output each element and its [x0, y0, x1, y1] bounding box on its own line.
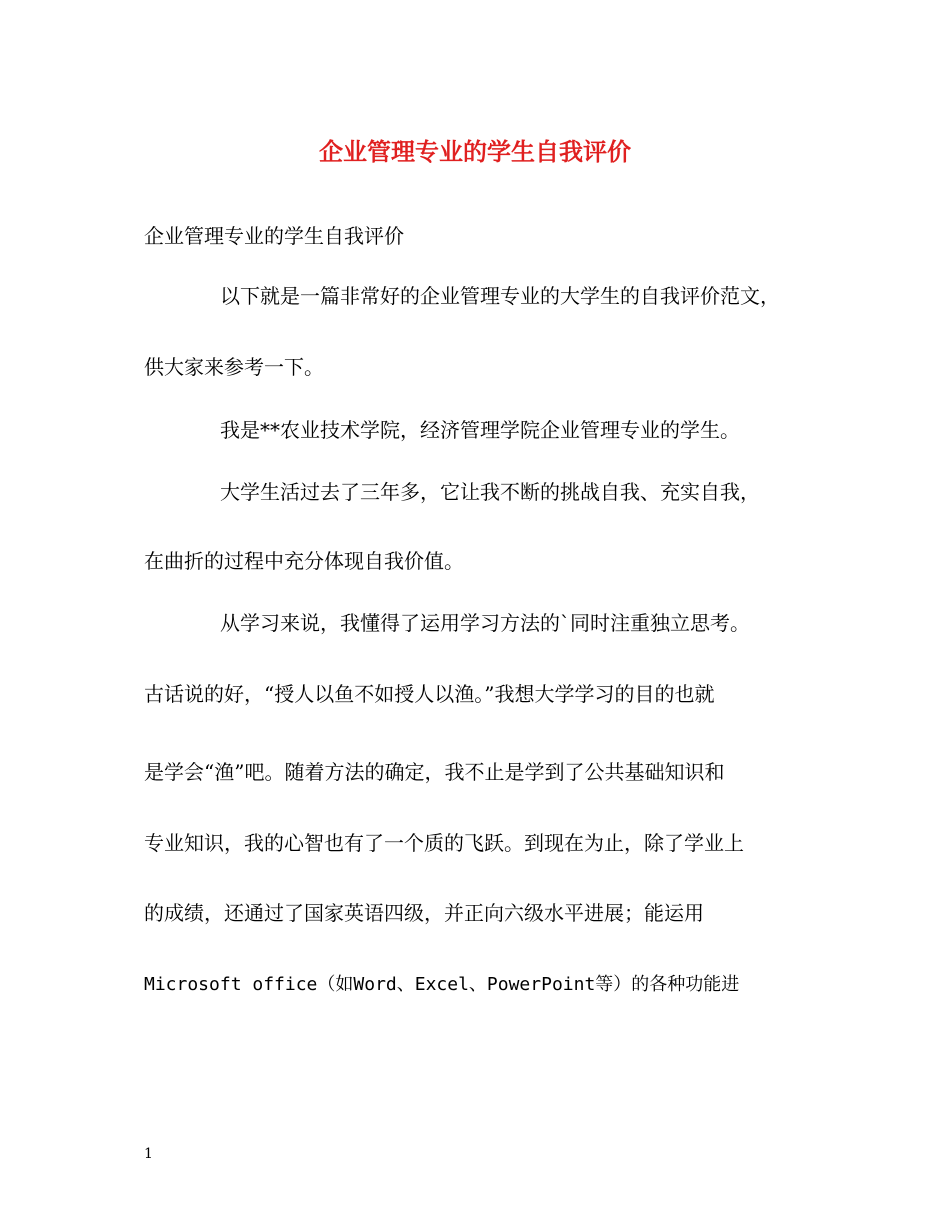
paragraph-line-1: 以下就是一篇非常好的企业管理专业的大学生的自我评价范文，	[220, 284, 780, 308]
paragraph-line-7: 古话说的好，“授人以鱼不如授人以渔。”我想大学学习的目的也就	[144, 682, 715, 706]
paragraph-line-5: 在曲折的过程中充分体现自我价值。	[144, 549, 464, 573]
paragraph-line-11: Microsoft office（如Word、Excel、PowerPoint等）的各种功能进	[144, 974, 740, 995]
paragraph-line-10: 的成绩，还通过了国家英语四级，并正向六级水平进展；能运用	[144, 901, 704, 925]
document-title: 企业管理专业的学生自我评价	[319, 137, 631, 166]
paragraph-line-2: 供大家来参考一下。	[144, 355, 324, 379]
paragraph-line-9: 专业知识，我的心智也有了一个质的飞跃。到现在为止，除了学业上	[144, 831, 744, 855]
paragraph-line-4: 大学生活过去了三年多，它让我不断的挑战自我、充实自我，	[220, 480, 760, 504]
paragraph-line-3: 我是**农业技术学院，经济管理学院企业管理专业的学生。	[220, 418, 740, 442]
page-number: 1	[144, 1146, 153, 1162]
paragraph-line-8: 是学会“渔”吧。随着方法的确定，我不止是学到了公共基础知识和	[144, 760, 725, 784]
subtitle-line: 企业管理专业的学生自我评价	[144, 224, 404, 248]
paragraph-line-6: 从学习来说，我懂得了运用学习方法的`同时注重独立思考。	[220, 611, 750, 635]
